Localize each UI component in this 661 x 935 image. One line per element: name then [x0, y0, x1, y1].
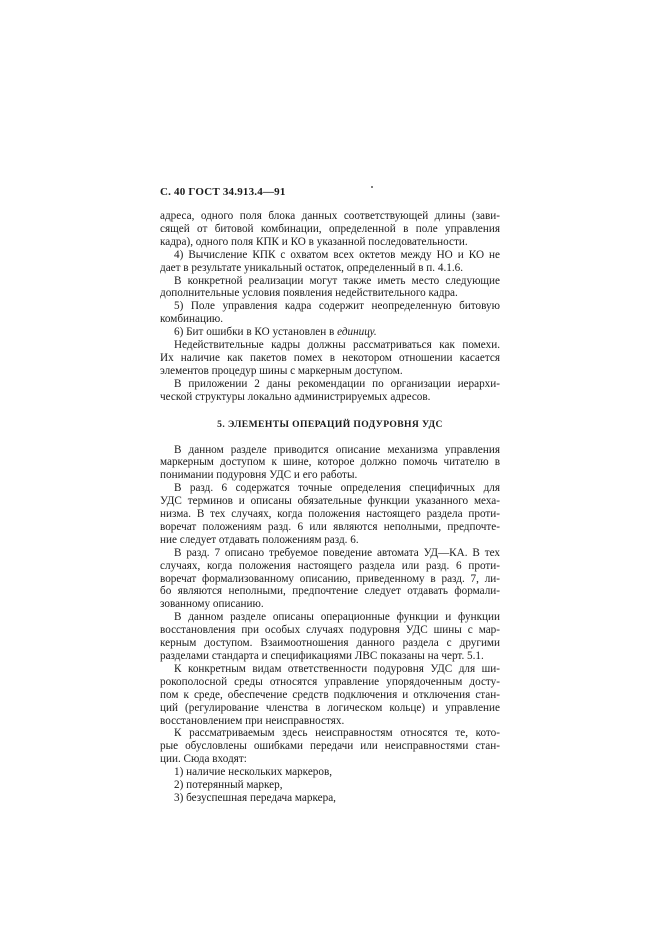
- paragraph: [160, 482, 500, 547]
- paragraph: [160, 663, 500, 728]
- section-paragraphs: [160, 444, 500, 767]
- text-line: К конкретным видам ответственности подуровня УДС для ши-: [174, 662, 500, 675]
- paragraph: [160, 300, 500, 326]
- page-header: С. 40 ГОСТ 34.913.4—91: [160, 186, 286, 198]
- text-line: рокополосной среды относятся управление упорядоченным досту-: [160, 675, 500, 688]
- text-line: восстановления при особых случаях подуровня УДС шины с мар-: [160, 624, 500, 637]
- paragraph: [160, 210, 500, 249]
- text-line: дает в результате уникальный остаток, определенный в п. 4.1.6.: [160, 261, 464, 274]
- text-line: восстановлением при неисправностях.: [160, 714, 345, 727]
- paragraph: [160, 339, 500, 378]
- text-line: В приложении 2 даны рекомендации по организации иерархи-: [174, 377, 500, 390]
- page-body: [160, 210, 500, 805]
- paragraph: [160, 444, 500, 483]
- text-line: кадра), одного поля КПК и КО в указанной последовательности.: [160, 235, 468, 248]
- text-line: бо являются неполными, предпочтение следует отдавать формали-: [160, 585, 500, 598]
- text-line: В данном разделе приводится описание механизма управления: [174, 443, 500, 456]
- text-line: элементов процедур шины с маркерным доступом.: [160, 364, 403, 377]
- text-line: ние следует отдавать положениям разд. 6.: [160, 533, 359, 546]
- text-line: воречат положениям разд. 6 или являются неполными, предпочте-: [160, 520, 500, 533]
- text-line: ций (регулирование членства в логическом кольце) и управление: [160, 701, 500, 714]
- text-line: низма. В тех случаях, когда положения настоящего раздела проти-: [160, 508, 500, 521]
- section-heading: 5. ЭЛЕМЕНТЫ ОПЕРАЦИЙ ПОДУРОВНЯ УДС: [217, 418, 443, 430]
- italic-text: единицу.: [337, 326, 377, 339]
- text-line: 5) Поле управления кадра содержит неопределенную битовую: [174, 300, 500, 313]
- text-line: Недействительные кадры должны рассматриваться как помехи.: [174, 339, 500, 352]
- paragraph: [160, 326, 500, 339]
- text-line: В разд. 7 описано требуемое поведение автомата УД—КА. В тех: [174, 546, 500, 559]
- text-line: В разд. 6 содержатся точные определения специфичных для: [174, 482, 500, 495]
- text-line: зованному описанию.: [160, 598, 264, 611]
- text-line: В данном разделе описаны операционные функции и функции: [174, 611, 500, 624]
- text-line: ции. Сюда входят:: [160, 753, 247, 766]
- text-line: ческой структуры локально администрируемых адресов.: [160, 390, 431, 403]
- text-line: случаях, когда положения настоящего раздела или разд. 6 проти-: [160, 559, 500, 572]
- scan-speck: [371, 186, 373, 188]
- text-line: дополнительные условия появления недействительного кадра.: [160, 287, 458, 300]
- text-line: сящей от битовой комбинации, определенной в поле управления: [160, 222, 500, 235]
- text-line: воречат формализованному описанию, приведенному в разд. 7, ли-: [160, 572, 500, 585]
- top-paragraphs: [160, 210, 500, 404]
- text-line: пом к среде, обеспечение средств подключения и отключения стан-: [160, 688, 500, 701]
- list-item: 1) наличие нескольких маркеров,: [174, 766, 333, 779]
- text-line: адреса, одного поля блока данных соответствующей длины (зави-: [160, 210, 500, 222]
- text-line: 4) Вычисление КПК с охватом всех октетов между НО и КО не: [174, 248, 500, 261]
- text-line: Их наличие как пакетов помех в некотором отношении касается: [160, 351, 500, 364]
- paragraph: [160, 378, 500, 404]
- list-item: 3) безуспешная передача маркера,: [174, 791, 336, 804]
- text-line: комбинацию.: [160, 313, 224, 326]
- fault-list: [160, 766, 500, 805]
- text-line: маркерным доступом к шине, которое должно помочь читателю в: [160, 456, 500, 469]
- paragraph: [160, 275, 500, 301]
- text-line: К рассматриваемым здесь неисправностям относятся те, кото-: [174, 727, 500, 740]
- text-line: В конкретной реализации могут также иметь место следующие: [174, 274, 500, 287]
- paragraph: [160, 611, 500, 663]
- text-line: керным доступом. Взаимоотношения данного раздела с другими: [160, 637, 500, 650]
- paragraph: [160, 547, 500, 612]
- text-line: понимании подуровня УДС и его работы.: [160, 469, 358, 482]
- paragraph: [160, 249, 500, 275]
- text-line: 6) Бит ошибки в КО установлен в единицу.: [174, 326, 377, 339]
- paragraph: [160, 727, 500, 766]
- text-line: рые обусловлены ошибками передачи или неисправностями стан-: [160, 740, 500, 753]
- list-item: 2) потерянный маркер,: [174, 779, 283, 792]
- text-line: разделами стандарта и спецификациями ЛВС показаны на черт. 5.1.: [160, 650, 484, 662]
- text-line: УДС терминов и описаны обязательные функции указанного меха-: [160, 495, 500, 508]
